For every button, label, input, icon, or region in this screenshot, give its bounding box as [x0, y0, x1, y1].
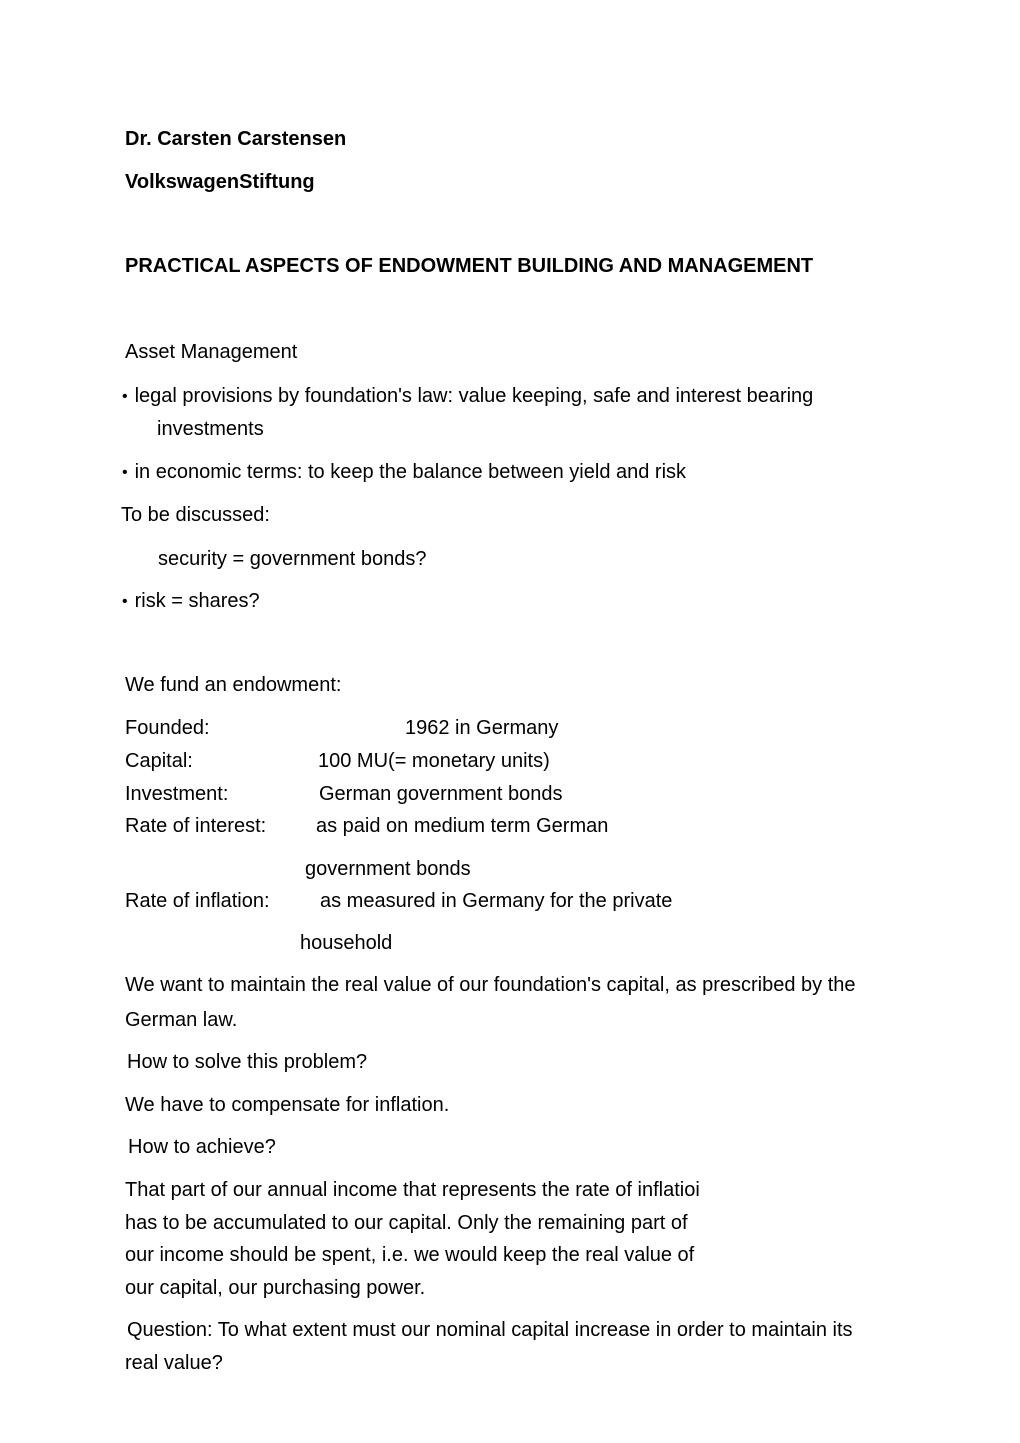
paragraph-question-line1: Question: To what extent must our nominal capital increase in order to maintain its [127, 1319, 853, 1341]
paragraph-accumulate-line4: our capital, our purchasing power. [125, 1277, 426, 1299]
endowment-heading: We fund an endowment: [125, 674, 342, 696]
bullet-item-risk-text: risk = shares? [134, 590, 260, 612]
paragraph-accumulate-line2: has to be accumulated to our capital. Only the remaining part of [125, 1212, 688, 1234]
endowment-row-label: Capital: [125, 750, 193, 772]
section-heading-asset-management: Asset Management [125, 341, 298, 363]
bullet-item-legal-provisions-continuation: investments [157, 418, 264, 440]
bullet-item-economic-terms-text: in economic terms: to keep the balance between yield and risk [134, 461, 687, 483]
endowment-row-label: Rate of inflation: [125, 890, 270, 912]
bullet-icon: • [122, 464, 128, 481]
to-be-discussed-heading: To be discussed: [121, 504, 270, 526]
paragraph-accumulate-line1: That part of our annual income that represents the rate of inflatioi [125, 1179, 700, 1201]
endowment-row-label: Founded: [125, 717, 210, 739]
endowment-row-value: 100 MU(= monetary units) [318, 750, 550, 772]
endowment-row-label: Rate of interest: [125, 815, 267, 837]
organization-line: VolkswagenStiftung [125, 171, 315, 193]
endowment-row-value: 1962 in Germany [405, 717, 559, 739]
paragraph-achieve-question: How to achieve? [128, 1136, 276, 1158]
endowment-row-value: German government bonds [319, 783, 563, 805]
document-title: PRACTICAL ASPECTS OF ENDOWMENT BUILDING AND MANAGEMENT [125, 255, 814, 277]
author-line: Dr. Carsten Carstensen [125, 128, 347, 150]
bullet-icon: • [122, 593, 128, 610]
discussion-item-security: security = government bonds? [158, 548, 427, 570]
bullet-icon: • [122, 388, 128, 405]
paragraph-solve-question: How to solve this problem? [127, 1051, 368, 1073]
paragraph-maintain-line1: We want to maintain the real value of our foundation's capital, as prescribed by the [125, 974, 856, 996]
endowment-row-value-continuation: government bonds [305, 858, 471, 880]
bullet-item-legal-provisions-text: legal provisions by foundation's law: value keeping, safe and interest bearing [134, 385, 814, 407]
paragraph-question-line2: real value? [125, 1352, 223, 1374]
bullet-item-risk [122, 589, 260, 614]
paragraph-maintain-line2: German law. [125, 1009, 238, 1031]
endowment-row-value: as measured in Germany for the private [320, 890, 673, 912]
endowment-row-label: Investment: [125, 783, 229, 805]
bullet-item-economic-terms [122, 460, 686, 485]
endowment-row-value-continuation: household [300, 932, 393, 954]
paragraph-accumulate-line3: our income should be spent, i.e. we would keep the real value of [125, 1244, 695, 1266]
endowment-row-value: as paid on medium term German [316, 815, 609, 837]
bullet-item-legal-provisions [122, 384, 813, 409]
paragraph-compensate: We have to compensate for inflation. [125, 1094, 450, 1116]
